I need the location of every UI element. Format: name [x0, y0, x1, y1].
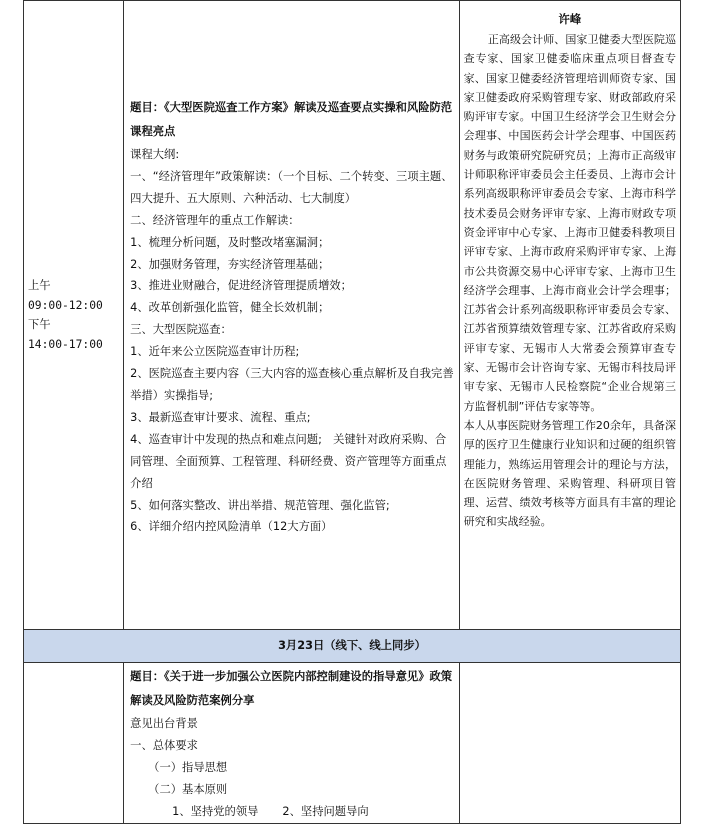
speaker-bio-paragraph: 本人从事医院财务管理工作20余年，具备深厚的医疗卫生健康行业知识和过硬的组织管理能力，熟练运用管理会计的理论与方法，在医院财务管理、采购管理、科研项目管理、运营、绩效考核等方面具有丰富的理论研究和实战经验。: [463, 418, 676, 529]
outline-line: 5、如何落实整改、讲出举措、规范管理、强化监管;: [130, 498, 390, 512]
outline-line: 二、经济管理年的重点工作解读：: [130, 213, 300, 227]
outline-item: 1、坚持党的领导: [172, 804, 259, 818]
outline-line: 2、医院巡查主要内容（三大内容的巡查核心重点解析及自我完善举措）实操指导;: [130, 367, 454, 402]
day-header-row: [24, 630, 681, 663]
outline-line: （一）指导思想: [148, 760, 228, 774]
speaker-cell: [459, 1, 680, 630]
topic-title: 题目：《大型医院巡查工作方案》解读及巡查要点实操和风险防范课程亮点: [130, 101, 453, 138]
course-outline-cell: [124, 663, 460, 824]
speaker-name: 许峰: [558, 13, 582, 26]
outline-line: （二）基本原则: [148, 782, 228, 796]
outline-line: 3、最新巡查审计要求、流程、重点;: [130, 410, 311, 424]
outline-line: 2、加强财务管理，夯实经济管理基础；: [130, 257, 330, 271]
outline-line: 4、改革创新强化监管，健全长效机制；: [130, 301, 330, 315]
outline-line: 1、近年来公立医院巡查审计历程;: [130, 345, 300, 359]
outline-line: 3、推进业财融合，促进经济管理提质增效；: [130, 279, 352, 293]
time-cell: [24, 663, 124, 824]
time-afternoon-range: 14:00-17:00: [28, 337, 103, 351]
outline-line: [130, 801, 455, 823]
outline-line: 6、详细介绍内控风险清单（12大方面）: [130, 520, 333, 534]
topic-title: 题目：《关于进一步加强公立医院内部控制建设的指导意见》政策解读及风险防范案例分享: [130, 670, 453, 707]
time-morning-range: 09:00-12:00: [28, 298, 103, 312]
outline-line: 一、总体要求: [130, 738, 198, 752]
outline-line: 课程大纲:: [130, 148, 180, 161]
speaker-bio: [464, 30, 676, 532]
outline-line: 1、梳理分析问题，及时整改堵塞漏洞；: [130, 235, 330, 249]
speaker-bio-paragraph: 正高级会计师、国家卫健委大型医院巡查专家、国家卫健委临床重点项目督查专家、国家卫健委经济管理培训师资专家、国家卫健委政府采购管理专家、财政部政府采购评审专家。中国卫生经济学会卫生财会分会理事、中国医药会计学会理事、中国医药财务与政策研究院研究员；上海市正高级审计师职称评审委员会主任委员、上海市会计系列高级职称评审委员会专家、上海市科学技术委员会财务评审专家、上海市财政专项资金评审中心专家、上海市卫健委科教项目评审专家、上海市政府采购评审专家、上海市公共资源交易中心评审专家、上海市卫生经济学会理事、上海市商业会计学会理事；江苏省会计系列高级职称评审委员会专家、江苏省预算绩效管理专家、江苏省政府采购评审专家、无锡市人大常委会预算审查专家、无锡市会计咨询专家、无锡市科技局评审专家、无锡市人民检察院“企业合规第三方监督机制”评估专家等等。: [463, 33, 676, 413]
outline-line: 4、巡查审计中发现的热点和难点问题; 关键针对政府采购、合同管理、全面预算、工程管理、科研经费、资产管理等方面重点介绍: [130, 432, 447, 490]
time-afternoon-label: 下午: [28, 318, 51, 331]
time-morning-label: 上午: [28, 279, 51, 292]
outline-line: 意见出台背景: [130, 717, 198, 730]
session-row: [24, 663, 681, 824]
day-header: 3月23日（线下、线上同步）: [24, 630, 681, 663]
outline-line: 三、大型医院巡查：: [130, 323, 232, 337]
outline-line: 一、“经济管理年”政策解读：（一个目标、二个转变、三项主题、四大提升、五大原则、六种活动、七大制度）: [130, 169, 453, 205]
course-outline-cell: [124, 1, 460, 630]
speaker-cell: [459, 663, 680, 824]
time-cell: [24, 1, 124, 630]
schedule-table: [23, 0, 681, 824]
outline-item: 2、坚持问题导向: [282, 804, 369, 818]
session-row: [24, 1, 681, 630]
